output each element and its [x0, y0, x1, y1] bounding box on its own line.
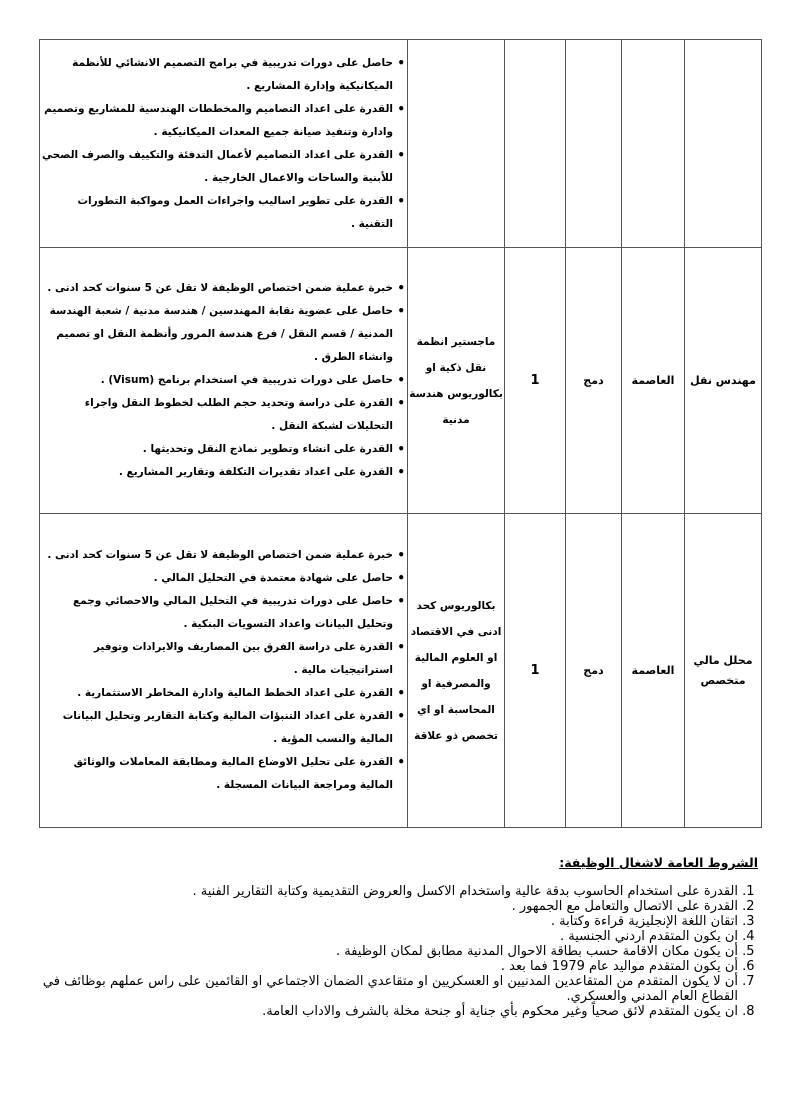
table-row [40, 248, 762, 514]
requirements-cell [40, 40, 408, 248]
general-conditions [40, 855, 764, 1019]
requirements-cell [40, 514, 408, 828]
job-title-cell [685, 40, 762, 248]
requirement-item: • حاصل على عضوية نقابة المهندسين / هندسة مدنية / شعبة الهندسة المدنية / قسم النقل / فرع هندسة المرور وأنظمة النقل او تصميم وانشاء الطرق . [40, 300, 393, 369]
condition-item: 1. القدرة على استخدام الحاسوب بدقة عالية واستخدام الاكسل والعروض التقديمية وكتابة التقارير الفنية . [40, 884, 738, 899]
count-cell [505, 40, 566, 248]
requirement-item: • حاصل على دورات تدريبية في التحليل المالي والاحصائي وجمع وتحليل البيانات واعداد التسويات البنكية . [40, 590, 393, 636]
location-cell: العاصمة [622, 248, 685, 514]
condition-item: 7. أن لا يكون المتقدم من المتقاعدين المدنيين او العسكريين او متقاعدي الضمان الاجتماعي او القائمين على راس عملهم بوظائف في القطاع العام المدني والعسكري. [40, 974, 738, 1004]
job-title-cell: محلل مالي متخصص [685, 514, 762, 828]
condition-item: 4. ان يكون المتقدم اردني الجنسية . [40, 929, 738, 944]
requirement-item: • خبرة عملية ضمن اختصاص الوظيفة لا تقل عن 5 سنوات كحد ادنى . [40, 277, 393, 300]
type-cell [566, 40, 622, 248]
condition-item: 8. ان يكون المتقدم لائق صحياً وغير محكوم بأي جناية أو جنحة مخلة بالشرف والاداب العامة. [40, 1004, 738, 1019]
condition-item: 3. اتقان اللغة الإنجليزية قراءة وكتابة . [40, 914, 738, 929]
type-cell: دمج [566, 514, 622, 828]
requirement-item: • القدرة على دراسة وتحديد حجم الطلب لخطوط النقل واجراء التحليلات لشبكة النقل . [40, 392, 393, 438]
requirement-item: • القدرة على اعداد التصاميم لأعمال التدفئة والتكييف والصرف الصحي للأبنية والساحات والاعمال الخارجية . [40, 144, 393, 190]
jobs-table [39, 39, 762, 828]
table-row [40, 40, 762, 248]
location-cell [622, 40, 685, 248]
count-cell: 1 [505, 248, 566, 514]
qualification-cell: بكالوريوس كحد ادنى في الاقتصاد او العلوم المالية والمصرفية او المحاسبة او اي تخصص ذو علاقة [408, 514, 505, 828]
requirements-cell [40, 248, 408, 514]
condition-item: 2. القدرة على الاتصال والتعامل مع الجمهور . [40, 899, 738, 914]
general-conditions-list [40, 884, 764, 1019]
requirement-item: • القدرة على دراسة الفرق بين المصاريف والايرادات وتوفير استراتيجيات مالية . [40, 636, 393, 682]
requirement-item: • القدرة على انشاء وتطوير نماذج النقل وتحديثها . [40, 438, 393, 461]
requirement-item: • حاصل على دورات تدريبية في برامج التصميم الانشائي للأنظمة الميكانيكية وإدارة المشاريع . [40, 52, 393, 98]
location-cell: العاصمة [622, 514, 685, 828]
requirement-item: • القدرة على تطوير اساليب واجراءات العمل ومواكبة التطورات التقنية . [40, 190, 393, 236]
condition-item: 5. أن يكون مكان الاقامة حسب بطاقة الاحوال المدنية مطابق لمكان الوظيفة . [40, 944, 738, 959]
requirement-item: • القدرة على اعداد التصاميم والمخططات الهندسية للمشاريع وتصميم وادارة وتنفيذ صيانة جميع المعدات الميكانيكية . [40, 98, 393, 144]
qualification-cell: ماجستير انظمة نقل ذكية او بكالوريوس هندسة مدنية [408, 248, 505, 514]
general-conditions-title: الشروط العامة لاشغال الوظيفة: [559, 855, 758, 870]
requirement-item: • القدرة على اعداد التنبؤات المالية وكتابة التقارير وتحليل البيانات المالية والنسب المؤية . [40, 705, 393, 751]
condition-item: 6. أن يكون المتقدم مواليد عام 1979 فما بعد . [40, 959, 738, 974]
requirement-item: • خبرة عملية ضمن اختصاص الوظيفة لا تقل عن 5 سنوات كحد ادنى . [40, 544, 393, 567]
table-row [40, 514, 762, 828]
type-cell: دمج [566, 248, 622, 514]
requirement-item: • القدرة على اعداد الخطط المالية وادارة المخاطر الاستثمارية . [40, 682, 393, 705]
requirement-item: • القدرة على اعداد تقديرات التكلفة وتقارير المشاريع . [40, 461, 393, 484]
requirement-item: • حاصل على دورات تدريبية في استخدام برنامج (Visum) . [40, 369, 393, 392]
requirement-item: • حاصل على شهادة معتمدة في التحليل المالي . [40, 567, 393, 590]
job-title-cell: مهندس نقل [685, 248, 762, 514]
requirement-item: • القدرة على تحليل الاوضاع المالية ومطابقة المعاملات والوثائق المالية ومراجعة البيانات المسجلة . [40, 751, 393, 797]
qualification-cell [408, 40, 505, 248]
count-cell: 1 [505, 514, 566, 828]
